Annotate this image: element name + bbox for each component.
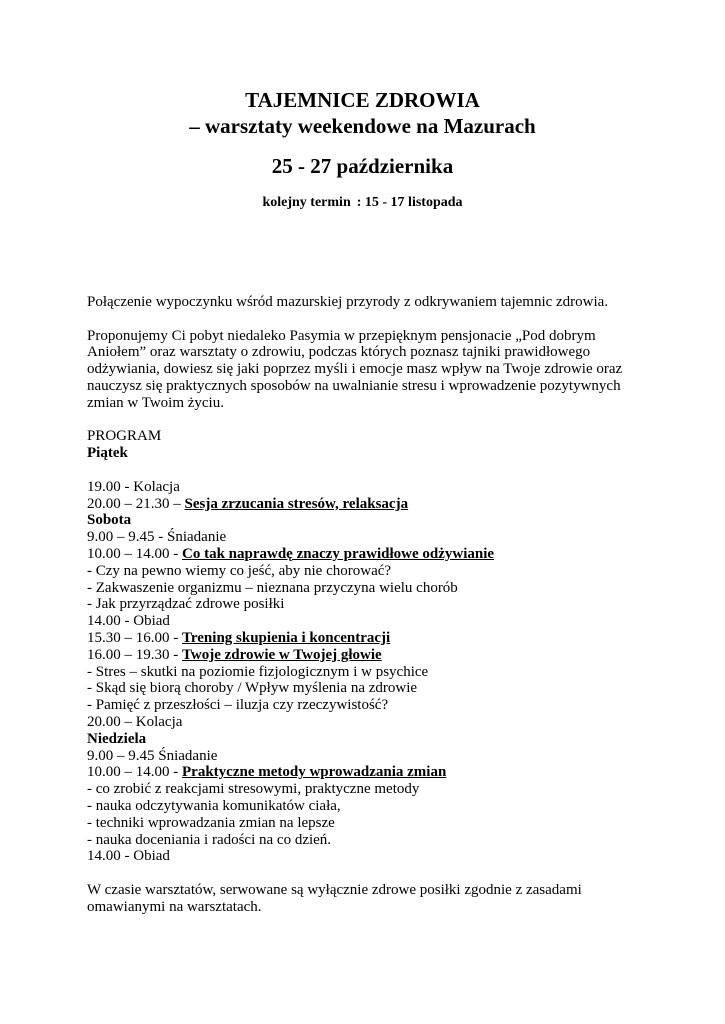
session-title: Trening skupienia i koncentracji bbox=[182, 629, 391, 646]
schedule-item: 9.00 – 9.45 - Śniadanie bbox=[87, 529, 227, 546]
next-term bbox=[0, 193, 725, 213]
schedule-item bbox=[87, 546, 647, 563]
day-heading-friday: Piątek bbox=[87, 445, 128, 462]
schedule-item: 19.00 - Kolacja bbox=[87, 478, 180, 495]
day-heading-saturday: Sobota bbox=[87, 512, 132, 529]
program-heading: PROGRAM bbox=[87, 428, 162, 445]
session-bullet: - nauka odczytywania komunikatów ciała, bbox=[87, 797, 341, 814]
footer-line: omawianymi na warsztatach. bbox=[87, 898, 262, 915]
session-time: 20.00 – 21.30 – bbox=[87, 495, 185, 512]
session-bullet: - techniki wprowadzania zmian na lepsze bbox=[87, 814, 335, 831]
day-heading-sunday: Niedziela bbox=[87, 730, 147, 747]
session-bullet: - Zakwaszenie organizmu – nieznana przyczyna wielu chorób bbox=[87, 579, 458, 596]
session-bullet: - co zrobić z reakcjami stresowymi, praktyczne metody bbox=[87, 781, 420, 798]
session-bullet: - Jak przyrządzać zdrowe posiłki bbox=[87, 596, 285, 613]
next-term-dates: : 15 - 17 listopada bbox=[356, 195, 463, 210]
schedule-item bbox=[87, 630, 647, 647]
intro-line: nauczysz się praktycznych sposobów na uwalnianie stresu i wprowadzenie pozytywnych bbox=[87, 377, 621, 394]
next-term-label: kolejny termin bbox=[262, 195, 351, 210]
schedule-item: 14.00 - Obiad bbox=[87, 848, 170, 865]
document-title: TAJEMNICE ZDROWIA bbox=[245, 88, 480, 112]
session-bullet: - Stres – skutki na poziomie fizjologicznym i w psychice bbox=[87, 663, 429, 680]
intro-line: Proponujemy Ci pobyt niedaleko Pasymia w przepięknym pensjonacie „Pod dobrym bbox=[87, 327, 596, 344]
document-body bbox=[87, 294, 647, 915]
schedule-item bbox=[87, 764, 647, 781]
session-title: Praktyczne metody wprowadzania zmian bbox=[182, 764, 447, 781]
intro-line: Aniołem” oraz warsztaty o zdrowiu, podczas których poznasz tajniki prawidłowego bbox=[87, 344, 591, 361]
intro-line: odżywiania, dowiesz się jaki poprzez myśli i emocje masz wpływ na Twoje zdrowie oraz bbox=[87, 361, 623, 378]
footer-line: W czasie warsztatów, serwowane są wyłącznie zdrowe posiłki zgodnie z zasadami bbox=[87, 881, 582, 898]
session-bullet: - Czy na pewno wiemy co jeść, aby nie chorować? bbox=[87, 562, 392, 579]
session-bullet: - Pamięć z przeszłości – iluzja czy rzeczywistość? bbox=[87, 697, 389, 714]
session-title: Twoje zdrowie w Twojej głowie bbox=[182, 646, 382, 663]
intro-line: zmian w Twoim życiu. bbox=[87, 394, 224, 411]
schedule-item: 9.00 – 9.45 Śniadanie bbox=[87, 747, 218, 764]
document-subtitle: – warsztaty weekendowe na Mazurach bbox=[189, 114, 536, 138]
session-bullet: - nauka doceniania i radości na co dzień. bbox=[87, 831, 332, 848]
program-section bbox=[87, 428, 647, 865]
event-dates: 25 - 27 października bbox=[271, 154, 454, 178]
footer-note bbox=[87, 882, 647, 916]
schedule-item: 20.00 – Kolacja bbox=[87, 713, 183, 730]
schedule-item: 14.00 - Obiad bbox=[87, 613, 170, 630]
session-time: 10.00 – 14.00 - bbox=[87, 545, 182, 562]
session-title: Sesja zrzucania stresów, relaksacja bbox=[184, 495, 409, 512]
session-title: Co tak naprawdę znaczy prawidłowe odżywianie bbox=[182, 545, 495, 562]
schedule-item bbox=[87, 647, 647, 664]
schedule-item bbox=[87, 496, 647, 513]
session-time: 15.30 – 16.00 - bbox=[87, 629, 182, 646]
intro-paragraph-1: Połączenie wypoczynku wśród mazurskiej przyrody z odkrywaniem tajemnic zdrowia. bbox=[87, 294, 609, 310]
intro-paragraph-2 bbox=[87, 328, 647, 412]
session-bullet: - Skąd się biorą choroby / Wpływ myślenia na zdrowie bbox=[87, 680, 418, 697]
session-time: 16.00 – 19.30 - bbox=[87, 646, 182, 663]
session-time: 10.00 – 14.00 - bbox=[87, 764, 182, 781]
